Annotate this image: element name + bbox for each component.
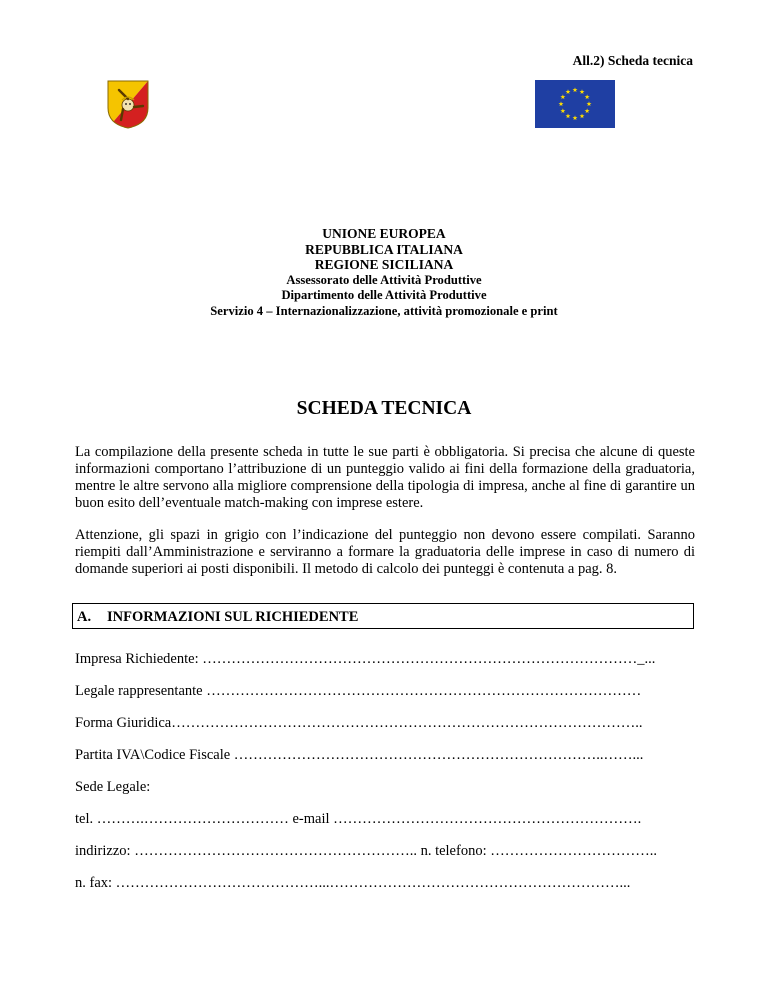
header-line: REPUBBLICA ITALIANA [305,241,463,257]
sicily-region-logo [105,78,151,130]
section-title: INFORMAZIONI SUL RICHIEDENTE [107,609,359,625]
field-impresa-richiedente[interactable]: Impresa Richiedente: ………………………………………………………………………………_... [75,651,656,667]
annex-reference: All.2) Scheda tecnica [572,53,693,68]
field-indirizzo-telefono[interactable]: indirizzo: ………………………………………………….. n. telefono: …………………………….. [75,843,657,859]
issuing-authority-header [0,226,768,320]
header-line: REGIONE SICILIANA [314,257,454,273]
section-letter: A. [77,609,92,625]
header-line: Dipartimento delle Attività Produttive [281,288,487,303]
field-legale-rappresentante[interactable]: Legale rappresentante ……………………………………………………………………………… [75,683,642,699]
eu-flag-logo [535,80,615,128]
label-sede-legale: Sede Legale: [75,779,151,795]
header-line: UNIONE EUROPEA [322,226,446,241]
field-tel-email[interactable]: tel. ……….………………………… e-mail ………………………………………………………. [75,811,642,827]
field-forma-giuridica[interactable]: Forma Giuridica…………………………………………………………………………………….. [75,715,643,731]
field-partita-iva[interactable]: Partita IVA\Codice Fiscale …………………………………………………………………..……... [75,747,644,763]
section-a-heading [72,603,694,629]
document-title: SCHEDA TECNICA [296,398,472,419]
field-fax[interactable]: n. fax: ……………………………………...……………………………………………………... [75,875,631,891]
header-line: Assessorato delle Attività Produttive [286,272,482,287]
intro-paragraph: La compilazione della presente scheda in tutte le sue parti è obbligatoria. Si precisa che alcune di queste informazioni comportano l’attribuzione di un punteggio valido ai fini della formazione della graduatoria, mentre le altre servono alla migliore comprensione della tipologia di impresa, anche al fine di garantire un buon esito dell’eventuale match-making con imprese estere. [75,444,695,511]
header-line: Servizio 4 – Internazionalizzazione, attività promozionale e print [210,303,558,318]
notice-paragraph: Attenzione, gli spazi in grigio con l’indicazione del punteggio non devono essere compilati. Saranno riempiti dall’Amministrazione e serviranno a formare la graduatoria delle imprese in caso di numero di domande superiori ai posti disponibili. Il metodo di calcolo dei punteggi è contenuta a pag. 8. [75,527,695,577]
